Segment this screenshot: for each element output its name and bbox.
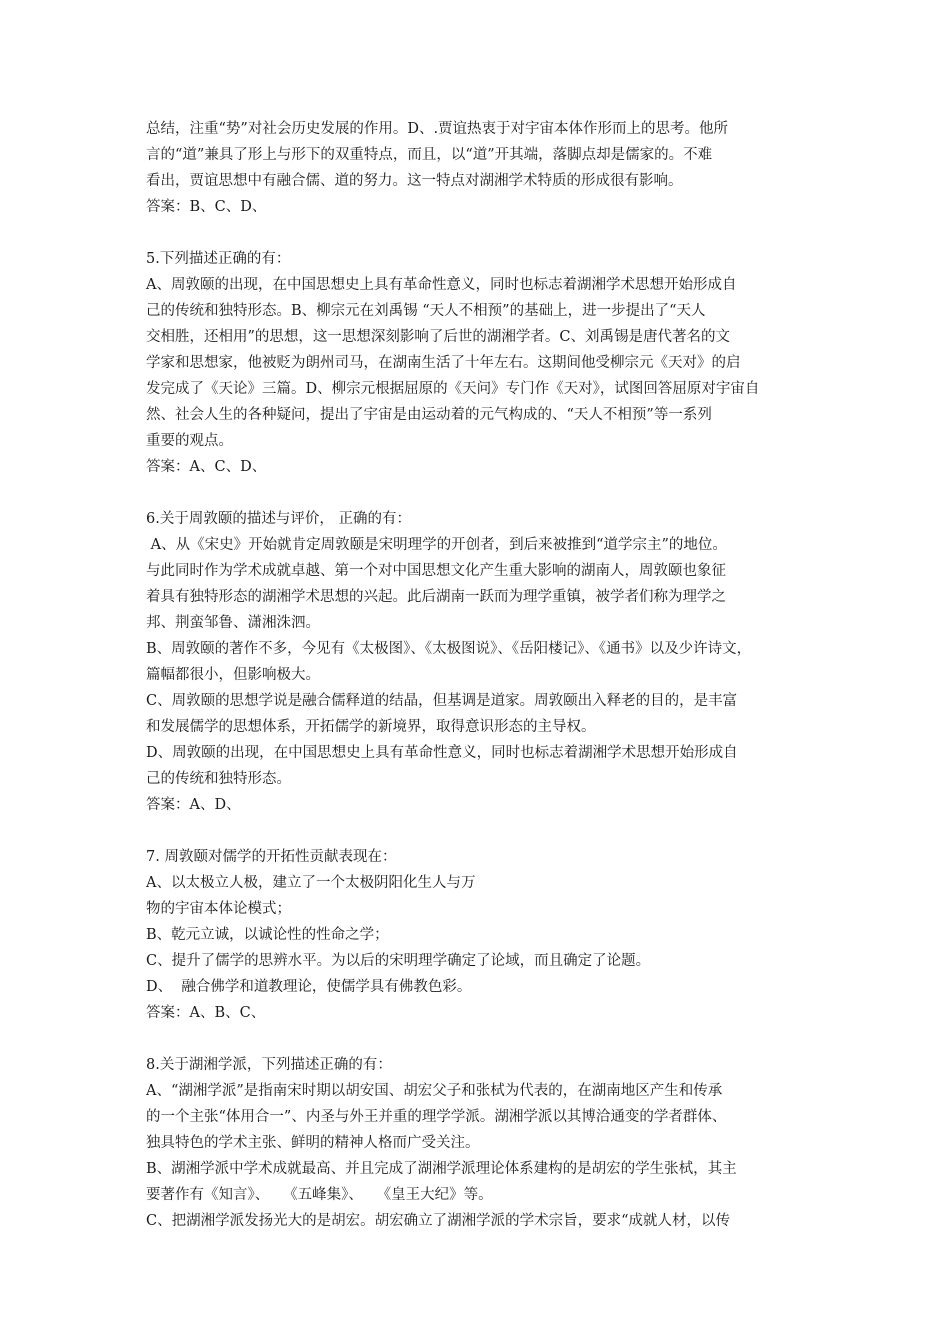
question-4-continuation <box>146 116 836 220</box>
text-line: 发完成了《天论》三篇。D、柳宗元根据屈原的《天问》专门作《天对》，试图回答屈原对宇宙自 <box>146 381 760 397</box>
text-line: A、“湖湘学派”是指南宋时期以胡安国、胡宏父子和张栻为代表的，在湖南地区产生和传承 <box>146 1083 723 1099</box>
question-6 <box>146 506 836 818</box>
text-line: B、周敦颐的著作不多，今见有《太极图》、《太极图说》、《岳阳楼记》、《通书》以及少许诗文， <box>146 641 752 657</box>
text-line: A、周敦颐的出现，在中国思想史上具有革命性意义，同时也标志着湖湘学术思想开始形成自 <box>146 277 737 293</box>
text-line: 交相胜，还相用”的思想，这一思想深刻影响了后世的湖湘学者。C、刘禹锡是唐代著名的文 <box>146 329 731 345</box>
answer-line: 答案：B、C、D、 <box>146 199 267 215</box>
text-line: 言的“道”兼具了形上与形下的双重特点，而且，以“道”开其端，落脚点却是儒家的。不难 <box>146 147 713 163</box>
text-line: 己的传统和独特形态。 <box>146 771 291 787</box>
text-line: C、提升了儒学的思辨水平。为以后的宋明理学确定了论域，而且确定了论题。 <box>146 953 651 969</box>
text-line: B、乾元立诚，以诚论性的性命之学； <box>146 927 389 943</box>
text-line: 物的宇宙本体论模式； <box>146 901 291 917</box>
question-5 <box>146 246 836 480</box>
text-line: 学家和思想家，他被贬为朗州司马，在湖南生活了十年左右。这期间他受柳宗元《天对》的启 <box>146 355 741 371</box>
text-line: D、周敦颐的出现，在中国思想史上具有革命性意义，同时也标志着湖湘学术思想开始形成自 <box>146 745 738 761</box>
text-line: 要著作有《知言》、 《五峰集》、 《皇王大纪》等。 <box>146 1187 493 1203</box>
question-title: 7. 周敦颐对儒学的开拓性贡献表现在： <box>146 849 397 865</box>
text-line: 己的传统和独特形态。B、柳宗元在刘禹锡 “天人不相预”的基础上，进一步提出了“天人 <box>146 303 706 319</box>
question-title: 8.关于湖湘学派，下列描述正确的有： <box>146 1057 392 1073</box>
text-line: 看出，贾谊思想中有融合儒、道的努力。这一特点对湖湘学术特质的形成很有影响。 <box>146 173 683 189</box>
blank-line <box>146 220 836 246</box>
text-line: 邦、荆蛮邹鲁、潇湘洙泗。 <box>146 615 320 631</box>
text-line: 和发展儒学的思想体系，开拓儒学的新境界，取得意识形态的主导权。 <box>146 719 596 735</box>
text-line: D、 融合佛学和道教理论，使儒学具有佛教色彩。 <box>146 979 472 995</box>
answer-line: 答案：A、D、 <box>146 797 241 813</box>
text-line: 篇幅都很小，但影响极大。 <box>146 667 320 683</box>
text-line: 的一个主张“体用合一”、内圣与外王并重的理学学派。湖湘学派以其博洽通变的学者群体、 <box>146 1109 727 1125</box>
question-title: 6.关于周敦颐的描述与评价， 正确的有： <box>146 511 411 527</box>
question-7 <box>146 844 836 1026</box>
document-page <box>146 116 836 1234</box>
text-line: A、从《宋史》开始就肯定周敦颐是宋明理学的开创者，到后来被推到“道学宗主”的地位。 <box>146 537 727 553</box>
answer-line: 答案：A、B、C、 <box>146 1005 266 1021</box>
text-line: A、以太极立人极，建立了一个太极阴阳化生人与万 <box>146 875 476 891</box>
blank-line <box>146 1026 836 1052</box>
question-8 <box>146 1052 836 1234</box>
text-line: C、把湖湘学派发扬光大的是胡宏。胡宏确立了湖湘学派的学术宗旨，要求“成就人材，以传 <box>146 1213 731 1229</box>
answer-line: 答案：A、C、D、 <box>146 459 267 475</box>
text-line: 重要的观点。 <box>146 433 233 449</box>
text-line: 着具有独特形态的湖湘学术思想的兴起。此后湖南一跃而为理学重镇，被学者们称为理学之 <box>146 589 726 605</box>
text-line: B、湖湘学派中学术成就最高、并且完成了湖湘学派理论体系建构的是胡宏的学生张栻，其主 <box>146 1161 737 1177</box>
text-line: C、周敦颐的思想学说是融合儒释道的结晶，但基调是道家。周敦颐出入释老的目的，是丰富 <box>146 693 738 709</box>
text-line: 总结，注重“势”对社会历史发展的作用。D、.贾谊热衷于对宇宙本体作形而上的思考。他所 <box>146 121 729 137</box>
text-line: 然、社会人生的各种疑问，提出了宇宙是由运动着的元气构成的、“天人不相预”等一系列 <box>146 407 712 423</box>
question-title: 5.下列描述正确的有： <box>146 251 291 267</box>
blank-line <box>146 480 836 506</box>
blank-line <box>146 818 836 844</box>
text-line: 与此同时作为学术成就卓越、第一个对中国思想文化产生重大影响的湖南人，周敦颐也象征 <box>146 563 726 579</box>
text-line: 独具特色的学术主张、鲜明的精神人格而广受关注。 <box>146 1135 480 1151</box>
